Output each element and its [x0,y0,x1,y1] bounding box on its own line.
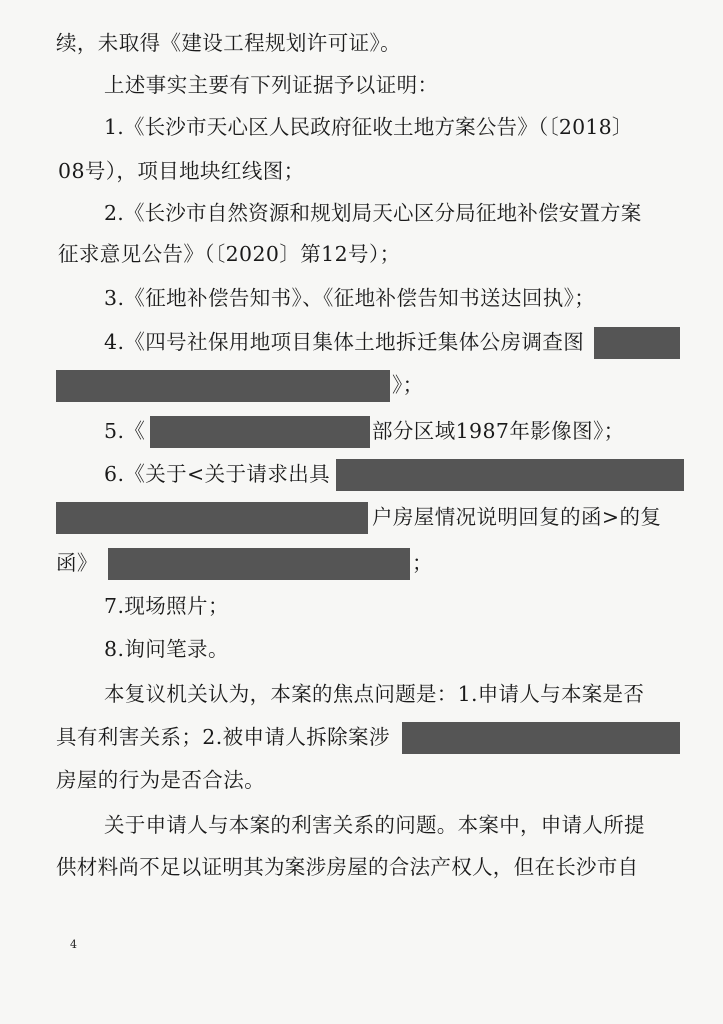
text-line [0,154,723,188]
text-segment: 部分区域1987年影像图》； [372,419,625,443]
redaction-block [402,722,680,754]
text-segment: 2.《长沙市自然资源和规划局天心区分局征地补偿安置方案 [104,201,642,225]
text-segment: 具有利害关系；2.被申请人拆除案涉 [56,725,390,749]
text-line [0,500,723,534]
text-line [0,368,723,402]
text-line [0,589,723,623]
text-segment: 本复议机关认为，本案的焦点问题是：1.申请人与本案是否 [104,682,645,706]
text-line [0,632,723,666]
text-segment: 函》 [56,551,98,575]
text-line [0,26,723,60]
text-line [0,850,723,884]
text-line [0,196,723,230]
text-line [0,110,723,144]
text-line [0,68,723,102]
page-number: 4 [70,938,77,951]
text-segment: 征求意见公告》（〔2020〕第12号）； [58,242,401,266]
text-segment: ； [412,551,433,575]
text-line [0,281,723,315]
text-segment: 户房屋情况说明回复的函>的复 [372,505,662,529]
text-segment: 8.询问笔录。 [104,637,229,661]
text-segment: 1.《长沙市天心区人民政府征收土地方案公告》（〔2018〕 [104,115,633,139]
text-segment: 续，未取得《建设工程规划许可证》。 [56,31,402,55]
text-segment: 房屋的行为是否合法。 [56,768,265,792]
redaction-block [336,459,684,491]
text-segment: 4.《四号社保用地项目集体土地拆迁集体公房调查图 [104,330,585,354]
text-segment: 08号），项目地块红线图； [58,159,305,183]
text-segment: 上述事实主要有下列证据予以证明： [104,73,439,97]
text-segment: 》； [392,373,424,397]
redaction-block [150,416,370,448]
text-line [0,677,723,711]
text-line [0,808,723,842]
text-line [0,763,723,797]
text-segment: 6.《关于<关于请求出具 [104,462,331,486]
text-line [0,237,723,271]
text-segment: 关于申请人与本案的利害关系的问题。本案中，申请人所提 [104,813,645,837]
text-segment: 7.现场照片； [104,594,229,618]
redaction-block [108,548,410,580]
text-segment: 5.《 [104,419,146,443]
redaction-block [594,327,680,359]
text-segment: 供材料尚不足以证明其为案涉房屋的合法产权人，但在长沙市自 [56,855,639,879]
text-segment: 3.《征地补偿告知书》、《征地补偿告知书送达回执》； [104,286,596,310]
